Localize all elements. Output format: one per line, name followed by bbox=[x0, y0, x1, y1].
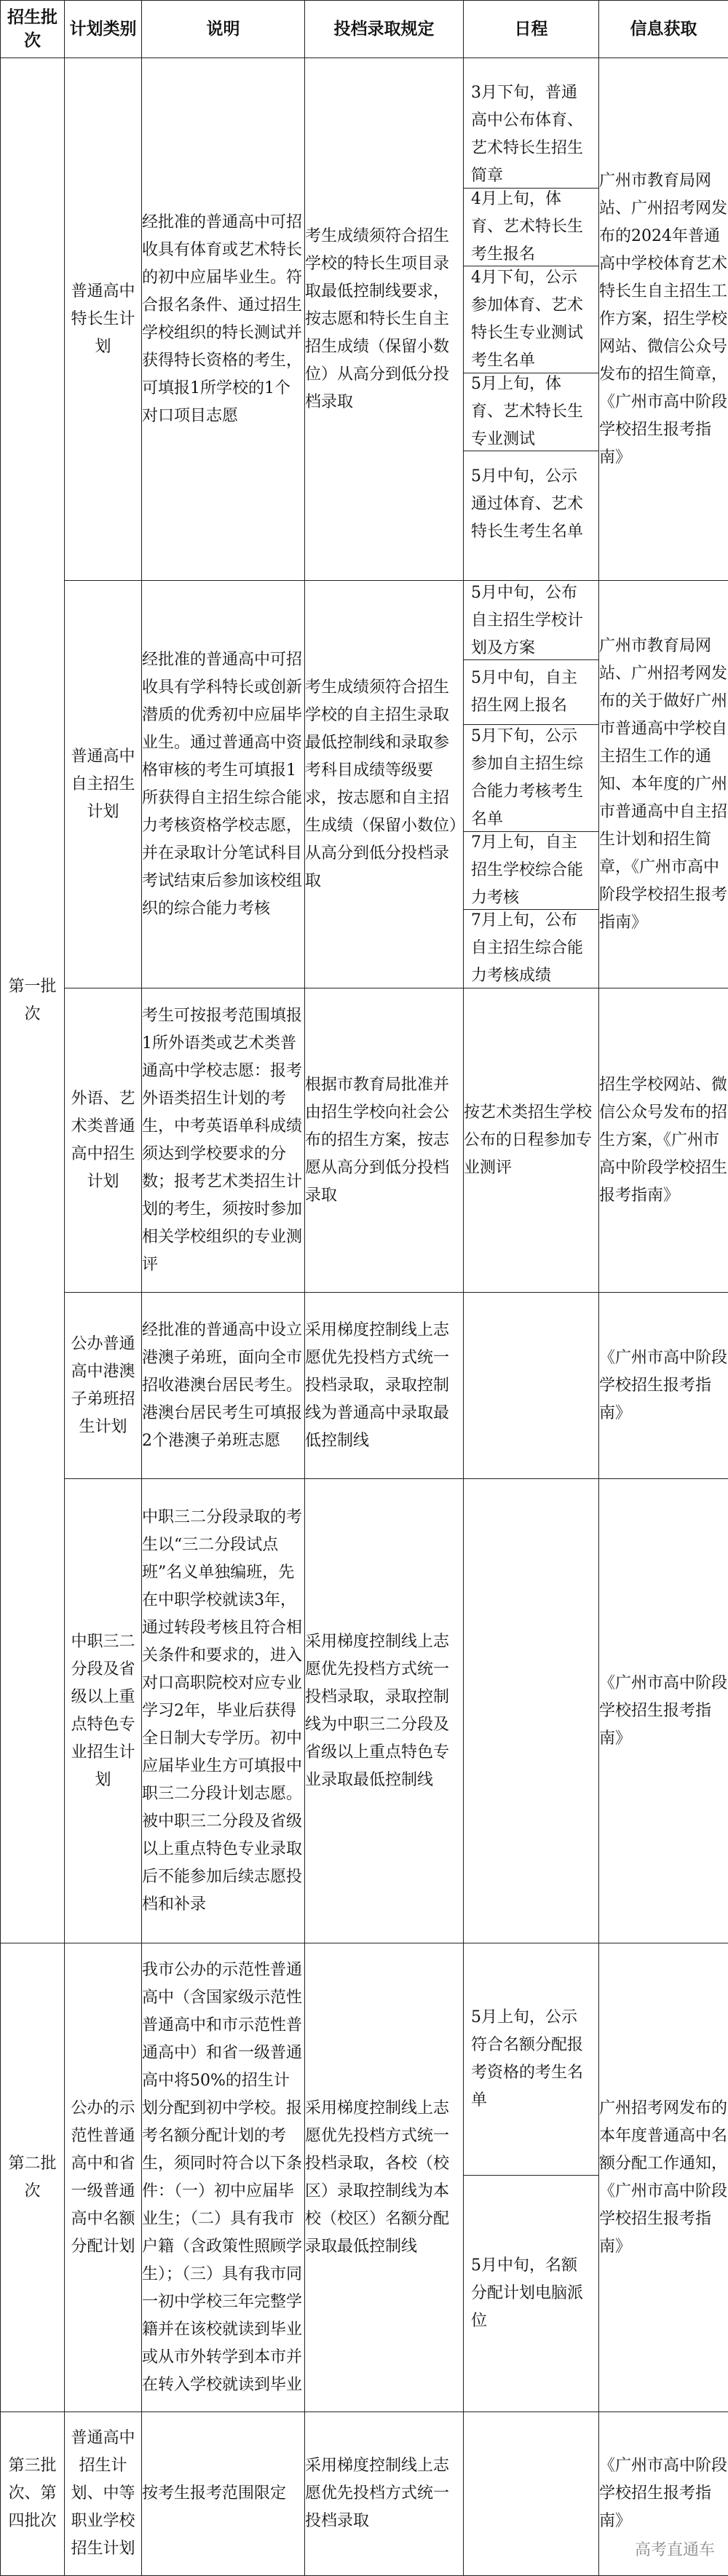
description-cell: 我市公办的示范性普通高中（含国家级示范性普通高中和市示范性普通高中）和省一级普通高中将50%的招生计划分配到初中学校。报考名额分配计划的考生，须同时符合以下条件：（一）初中应届毕业生；（二）具有我市户籍（含政策性照顾学生）；（三）具有我市同一初中学校三年完整学籍并在该校就读到毕业或从市外转学到本市并在转入学校就读到毕业 bbox=[142, 1943, 305, 2412]
table-row bbox=[1, 1943, 728, 2412]
schedule-item: 5月中旬，公示通过体育、艺术特长生考生名单 bbox=[464, 451, 598, 558]
category-cell: 公办普通高中港澳子弟班招生计划 bbox=[65, 1293, 142, 1479]
schedule-item: 5月上旬，公示符合名额分配报考资格的考生名单 bbox=[464, 1943, 598, 2176]
schedule-item: 3月下旬，普通高中公布体育、艺术特长生招生简章 bbox=[464, 82, 598, 189]
header-schedule: 日程 bbox=[464, 1, 599, 58]
schedule-cell bbox=[464, 1943, 599, 2412]
schedule-cell bbox=[464, 1479, 599, 1943]
schedule-item: 5月中旬，公布自主招生学校计划及方案 bbox=[464, 582, 598, 660]
table-row bbox=[1, 581, 728, 988]
schedule-item: 7月上旬，公布自主招生综合能力考核成绩 bbox=[464, 910, 598, 987]
rule-cell: 根据市教育局批准并由招生学校向社会公布的招生方案，按志愿从高分到低分投档录取 bbox=[305, 988, 464, 1293]
rule-cell: 采用梯度控制线上志愿优先投档方式统一投档录取，录取控制线为普通高中录取最低控制线 bbox=[305, 1293, 464, 1479]
rule-cell: 采用梯度控制线上志愿优先投档方式统一投档录取 bbox=[305, 2412, 464, 2576]
table-row bbox=[1, 988, 728, 1293]
info-cell: 《广州市高中阶段学校招生报考指南》 bbox=[599, 1479, 728, 1943]
table-row bbox=[1, 58, 728, 581]
description-cell: 经批准的普通高中可招收具有体育或艺术特长的初中应届毕业生。符合报名条件、通过招生学校组织的特长测试并获得特长资格的考生，可填报1所学校的1个对口项目志愿 bbox=[142, 58, 305, 581]
header-info: 信息获取 bbox=[599, 1, 728, 58]
description-cell: 中职三二分段录取的考生以“三二分段试点班”名义单独编班，先在中职学校就读3年，通过转段考核且符合相关条件和要求的，进入对口高职院校对应专业学习2年，毕业后获得全日制大专学历。初中应届毕业生方可填报中职三二分段计划志愿。被中职三二分段及省级以上重点特色专业录取后不能参加后续志愿投档和补录 bbox=[142, 1479, 305, 1943]
batch-cell: 第一批次 bbox=[1, 58, 65, 1943]
watermark: 高考直通车 bbox=[635, 2537, 715, 2560]
schedule-cell: 按艺术类招生学校公布的日程参加专业测评 bbox=[464, 988, 599, 1293]
category-cell: 普通高中招生计划、中等职业学校招生计划 bbox=[65, 2412, 142, 2576]
info-cell: 广州市教育局网站、广州招考网发布的关于做好广州市普通高中学校自主招生工作的通知、本年度的广州市普通高中自主招生计划和招生简章，《广州市高中阶段学校招生报考指南》 bbox=[599, 581, 728, 988]
description-cell: 按考生报考范围限定 bbox=[142, 2412, 305, 2576]
description-cell: 经批准的普通高中可招收具有学科特长或创新潜质的优秀初中应届毕业生。通过普通高中资格审核的考生可填报1所获得自主招生综合能力考核资格学校志愿，并在录取计分笔试科目考试结束后参加该校组织的综合能力考核 bbox=[142, 581, 305, 988]
description-cell: 经批准的普通高中设立港澳子弟班，面向全市招收港澳台居民考生。港澳台居民考生可填报2个港澳子弟班志愿 bbox=[142, 1293, 305, 1479]
info-cell: 广州招考网发布的本年度普通高中名额分配工作通知，《广州市高中阶段学校招生报考指南》 bbox=[599, 1943, 728, 2412]
schedule-cell bbox=[464, 58, 599, 581]
schedule-item: 5月中旬，自主招生网上报名 bbox=[464, 660, 598, 725]
schedule-item: 4月上旬，体育、艺术特长生考生报名 bbox=[464, 189, 598, 266]
category-cell: 外语、艺术类普通高中招生计划 bbox=[65, 988, 142, 1293]
schedule-item: 4月下旬，公示参加体育、艺术特长生专业测试考生名单 bbox=[464, 266, 598, 373]
category-cell: 公办的示范性普通高中和省一级普通高中名额分配计划 bbox=[65, 1943, 142, 2412]
table-row bbox=[1, 1479, 728, 1943]
schedule-item: 7月上旬，自主招生学校综合能力考核 bbox=[464, 832, 598, 910]
table-row bbox=[1, 2412, 728, 2576]
schedule-item: 5月上旬，体育、艺术特长生专业测试 bbox=[464, 373, 598, 451]
table-row bbox=[1, 1293, 728, 1479]
info-cell: 招生学校网站、微信公众号发布的招生方案，《广州市高中阶段学校招生报考指南》 bbox=[599, 988, 728, 1293]
schedule-item: 5月中旬，名额分配计划电脑派位 bbox=[464, 2176, 598, 2411]
header-batch: 招生批次 bbox=[1, 1, 65, 58]
header-rule: 投档录取规定 bbox=[305, 1, 464, 58]
header-row bbox=[1, 1, 728, 58]
info-cell: 《广州市高中阶段学校招生报考指南》 bbox=[599, 2412, 728, 2576]
info-cell: 《广州市高中阶段学校招生报考指南》 bbox=[599, 1293, 728, 1479]
schedule-cell bbox=[464, 581, 599, 988]
batch-cell: 第二批次 bbox=[1, 1943, 65, 2412]
schedule-item: 5月下旬，公示参加自主招生综合能力考核考生名单 bbox=[464, 725, 598, 832]
category-cell: 中职三二分段及省级以上重点特色专业招生计划 bbox=[65, 1479, 142, 1943]
rule-cell: 考生成绩须符合招生学校的自主招生录取最低控制线和录取参考科目成绩等级要求，按志愿和自主招生成绩（保留小数位）从高分到低分投档录取 bbox=[305, 581, 464, 988]
batch-cell: 第三批次、第四批次 bbox=[1, 2412, 65, 2576]
description-cell: 考生可按报考范围填报1所外语类或艺术类普通高中学校志愿：报考外语类招生计划的考生，中考英语单科成绩须达到学校要求的分数；报考艺术类招生计划的考生，须按时参加相关学校组织的专业测评 bbox=[142, 988, 305, 1293]
header-description: 说明 bbox=[142, 1, 305, 58]
rule-cell: 采用梯度控制线上志愿优先投档方式统一投档录取，各校（校区）录取控制线为本校（校区）名额分配录取最低控制线 bbox=[305, 1943, 464, 2412]
schedule-cell bbox=[464, 2412, 599, 2576]
rule-cell: 采用梯度控制线上志愿优先投档方式统一投档录取，录取控制线为中职三二分段及省级以上重点特色专业录取最低控制线 bbox=[305, 1479, 464, 1943]
header-category: 计划类别 bbox=[65, 1, 142, 58]
info-cell: 广州市教育局网站、广州招考网发布的2024年普通高中学校体育艺术特长生自主招生工作方案，招生学校网站、微信公众号发布的招生简章，《广州市高中阶段学校招生报考指南》 bbox=[599, 58, 728, 581]
category-cell: 普通高中特长生计划 bbox=[65, 58, 142, 581]
category-cell: 普通高中自主招生计划 bbox=[65, 581, 142, 988]
schedule-cell bbox=[464, 1293, 599, 1479]
rule-cell: 考生成绩须符合招生学校的特长生项目录取最低控制线要求，按志愿和特长生自主招生成绩（保留小数位）从高分到低分投档录取 bbox=[305, 58, 464, 581]
